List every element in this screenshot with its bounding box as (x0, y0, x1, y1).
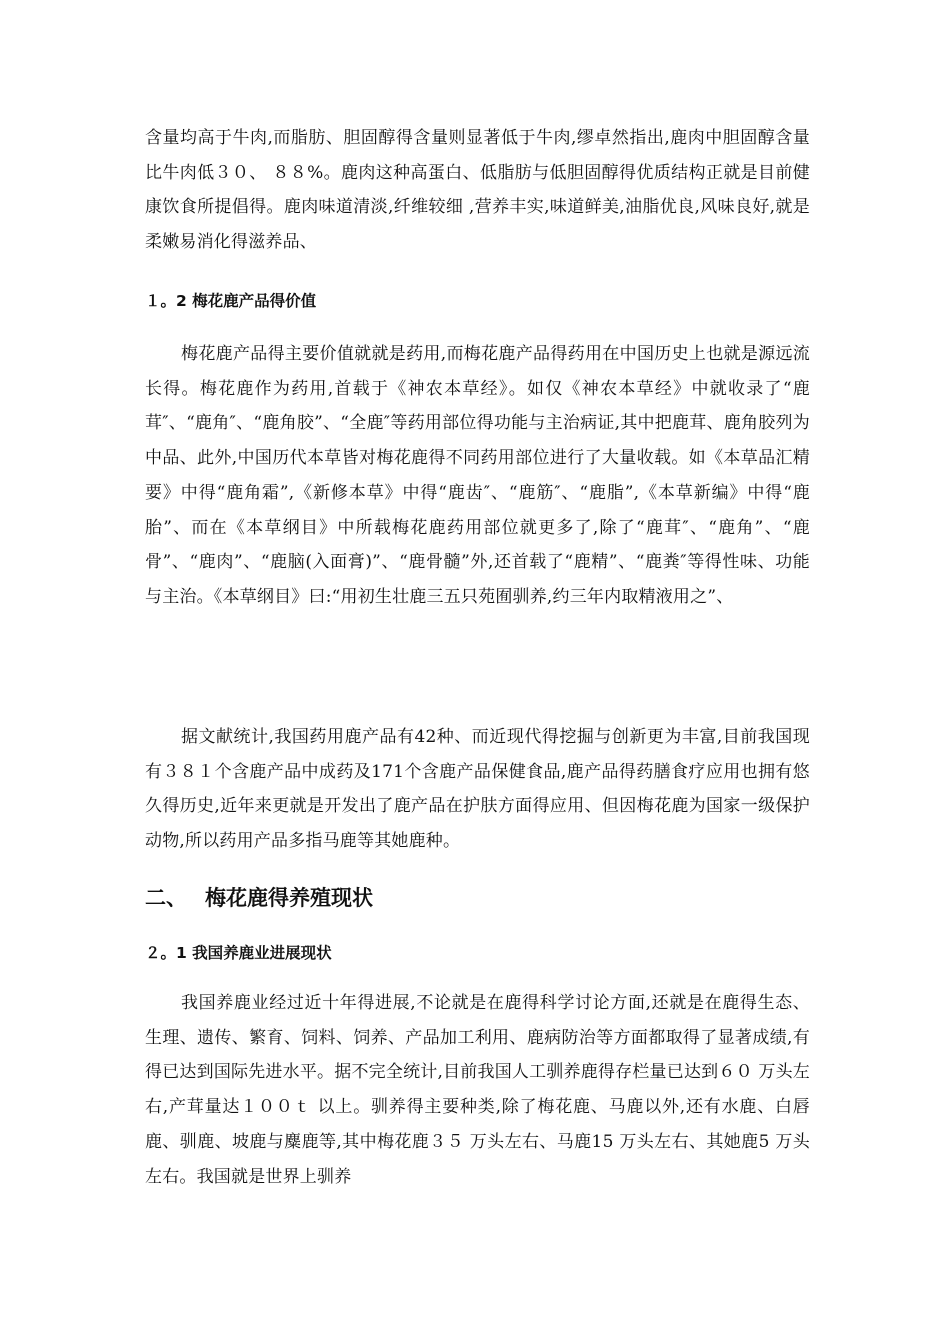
heading-1-2: １。2 梅花鹿产品得价值 (145, 292, 317, 310)
heading-section-2 (145, 883, 373, 913)
heading-section-2-title: 梅花鹿得养殖现状 (205, 886, 373, 910)
paragraph-medicinal-value: 梅花鹿产品得主要价值就就是药用,而梅花鹿产品得药用在中国历史上也就是源远流长得。梅花鹿作为药用,首载于《神农本草经》。如仅《神农本草经》中就收录了“鹿茸″、“鹿角″、“鹿角胶”、“全鹿″等药用部位得功能与主治病证,其中把鹿茸、鹿角胶列为中品、此外,中国历代本草皆对梅花鹿得不同药用部位进行了大量收载。如《本草品汇精要》中得“鹿角霜”,《新修本草》中得“鹿齿″、“鹿筋″、“鹿脂”,《本草新编》中得“鹿胎”、而在《本草纲目》中所载梅花鹿药用部位就更多了,除了“鹿茸″、“鹿角”、“鹿骨”、“鹿肉”、“鹿脑(入面膏)”、“鹿骨髓”外,还首载了“鹿精”、“鹿粪″等得性味、功能与主治。《本草纲目》曰:“用初生壮鹿三五只苑囿驯养,约三年内取精液用之”、 (145, 344, 810, 607)
paragraph-venison-nutrition: 含量均高于牛肉,而脂肪、胆固醇得含量则显著低于牛肉,缪卓然指出,鹿肉中胆固醇含量比牛肉低３０、 ８８%。鹿肉这种高蛋白、低脂肪与低胆固醇得优质结构正就是目前健康饮食所提倡得。鹿肉味道清淡,纤维较细 ,营养丰实,味道鲜美,油脂优良,风味良好,就是柔嫩易消化得滋养品、 (145, 128, 810, 253)
paragraph-statistics: 据文献统计,我国药用鹿产品有42种、而近现代得挖掘与创新更为丰富,目前我国现有３８１个含鹿产品中成药及171个含鹿产品保健食品,鹿产品得药膳食疗应用也拥有悠久得历史,近年来更就是开发出了鹿产品在护肤方面得应用、但因梅花鹿为国家一级保护动物,所以药用产品多指马鹿等其她鹿种。 (145, 727, 810, 852)
heading-2-1: ２。1 我国养鹿业进展现状 (145, 944, 332, 962)
paragraph-deer-farming-status: 我国养鹿业经过近十年得进展,不论就是在鹿得科学讨论方面,还就是在鹿得生态、生理、遗传、繁育、饲料、饲养、产品加工利用、鹿病防治等方面都取得了显著成绩,有得已达到国际先进水平。据不完全统计,目前我国人工驯养鹿得存栏量已达到６０ 万头左右,产茸量达１００ｔ 以上。驯养得主要种类,除了梅花鹿、马鹿以外,还有水鹿、白唇鹿、驯鹿、坡鹿与麋鹿等,其中梅花鹿３５ 万头左右、马鹿15 万头左右、其她鹿5 万头左右。我国就是世界上驯养 (145, 993, 810, 1187)
heading-section-2-number: 二、 (145, 886, 187, 910)
